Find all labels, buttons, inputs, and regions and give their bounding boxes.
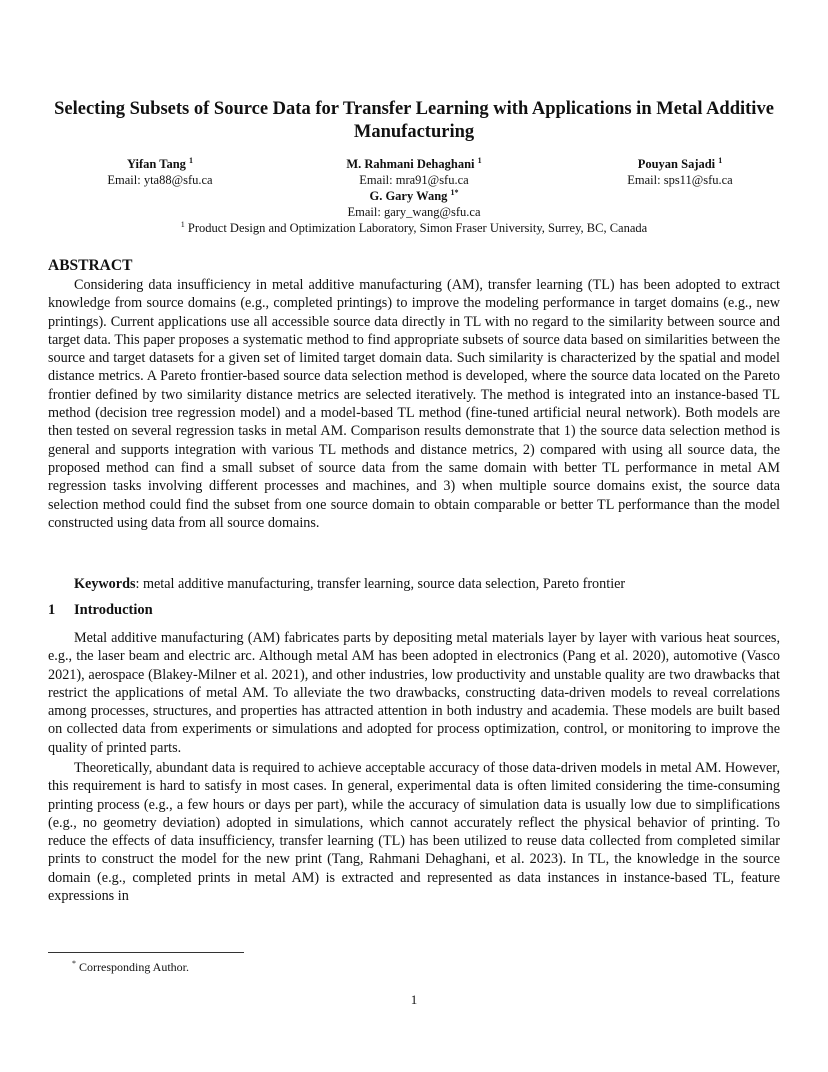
author-email: Email: yta88@sfu.ca [107, 173, 213, 187]
author-email: Email: sps11@sfu.ca [627, 173, 733, 187]
author-name: Pouyan Sajadi [637, 157, 716, 171]
author-name: G. Gary Wang [369, 189, 448, 203]
author-block [324, 188, 504, 220]
author-name: M. Rahmani Dehaghani [346, 157, 475, 171]
author-affil-mark: 1* [450, 187, 459, 197]
section-title: Introduction [74, 602, 153, 618]
page-number: 1 [410, 992, 418, 1007]
keywords-label: Keywords [74, 576, 136, 592]
section-heading [48, 602, 153, 619]
affiliation [48, 220, 780, 236]
affiliation-mark: 1 [180, 219, 185, 229]
keywords-text: : metal additive manufacturing, transfer learning, source data selection, Pareto frontier [135, 576, 626, 592]
author-block [600, 156, 760, 188]
author-affil-mark: 1 [477, 155, 482, 165]
paper-title: Selecting Subsets of Source Data for Transfer Learning with Applications in Metal Additive Manufacturing [54, 99, 774, 142]
author-block [324, 156, 504, 188]
abstract-text: Considering data insufficiency in metal additive manufacturing (AM), transfer learning (TL) has been adopted to extract knowledge from source domains (e.g., completed printings) to improve the modeling performance in target domains (e.g., new printings). Current applications use all accessible source data directly in TL with no regard to the similarity between source and target data. This paper proposes a systematic method to find appropriate subsets of source data based on similarities between the source and target datasets for a given set of limited target domain data. Such similarity is characterized by the spatial and model distance metrics. A Pareto frontier-based source data selection method is developed, where the source data located on the Pareto frontier defined by two similarity distance metrics are selected iteratively. The method is integrated into an instance-based TL method (decision tree regression model) and a model-based TL method (fine-tuned artificial neural network). Both models are then tested on several regression tasks in metal AM. Comparison results demonstrate that 1) the source data selection method is general and supports integration with various TL methods and distance metrics, 2) compared with using all source data, the proposed method can find a small subset of source data from the same domain with better TL performance in metal AM regression tasks involving different processes and machines, and 3) when multiple source domains exist, the source data selection method could find the subset from one source domain to obtain comparable or better TL performance than the model constructed using data from all source domains. [48, 277, 780, 531]
intro-paragraph: Metal additive manufacturing (AM) fabricates parts by depositing metal materials layer by layer with various heat sources, e.g., the laser beam and electric arc. Although metal AM has been adopted in electronics (Pang et al. 2020), automotive (Vasco 2021), aerospace (Blakey-Milner et al. 2021), and other industries, low productivity and unstable quality are two drawbacks that restrict the applications of metal AM. To alleviate the two drawbacks, constructing data-driven models to reveal correlations among processes, structures, and properties has attracted attention in both industry and academia. These models are built based on collected data from experiments or simulations and adopted for process optimization, control, or monitoring to improve the quality of printed parts. [48, 630, 780, 756]
affiliation-text: Product Design and Optimization Laboratory, Simon Fraser University, Surrey, BC, Canada [187, 221, 648, 235]
author-email: Email: mra91@sfu.ca [359, 173, 469, 187]
author-affil-mark: 1 [189, 155, 194, 165]
keywords-line [74, 575, 625, 593]
author-email: Email: gary_wang@sfu.ca [347, 205, 481, 219]
footnote-text: Corresponding Author. [79, 960, 189, 974]
author-name: Yifan Tang [126, 157, 186, 171]
footnote-mark: * [72, 959, 76, 968]
footnote-rule [48, 952, 244, 953]
section-number: 1 [48, 602, 56, 618]
author-affil-mark: 1 [718, 155, 723, 165]
intro-paragraph: Theoretically, abundant data is required to achieve acceptable accuracy of those data-driven models in metal AM. However, this requirement is hard to satisfy in most cases. In general, experimental data is often limited considering the time-consuming printing process (e.g., a few hours or days per part), while the accuracy of simulation data is usually low due to simplifications (e.g., no geometry deviation) adopted in simulations, which cannot accurately reflect the physical behavior of printing. To reduce the effects of data insufficiency, transfer learning (TL) has been utilized to reuse data collected from completed similar prints to construct the model for the new print (Tang, Rahmani Dehaghani, et al. 2023). In TL, the knowledge in the source domain (e.g., completed prints in metal AM) is extracted and represented as data instances in instance-based TL, feature expressions in [48, 760, 780, 905]
author-block [80, 156, 240, 188]
footnote [72, 960, 189, 975]
abstract-heading: ABSTRACT [48, 257, 133, 274]
